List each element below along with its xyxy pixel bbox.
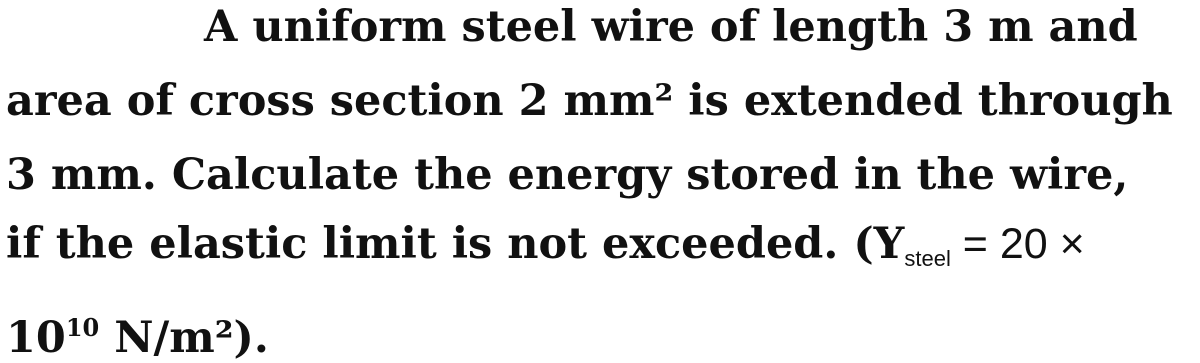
problem-line-4-text: if the elastic limit is not exceeded. (Y: [6, 219, 905, 269]
problem-line-5: [6, 303, 1186, 363]
power-exponent: 10: [65, 313, 100, 342]
power-base: 10: [6, 313, 66, 363]
problem-line-2: area of cross section 2 mm² is extended through: [6, 76, 1173, 126]
problem-line-3: 3 mm. Calculate the energy stored in the wire,: [6, 150, 1129, 200]
problem-line-1: A uniform steel wire of length 3 m and: [204, 2, 1138, 52]
units-text: N/m²).: [99, 313, 269, 363]
problem-line-4: [6, 219, 1186, 284]
youngs-modulus-value: = 20 ×: [950, 220, 1085, 268]
youngs-modulus-subscript: steel: [904, 246, 951, 271]
